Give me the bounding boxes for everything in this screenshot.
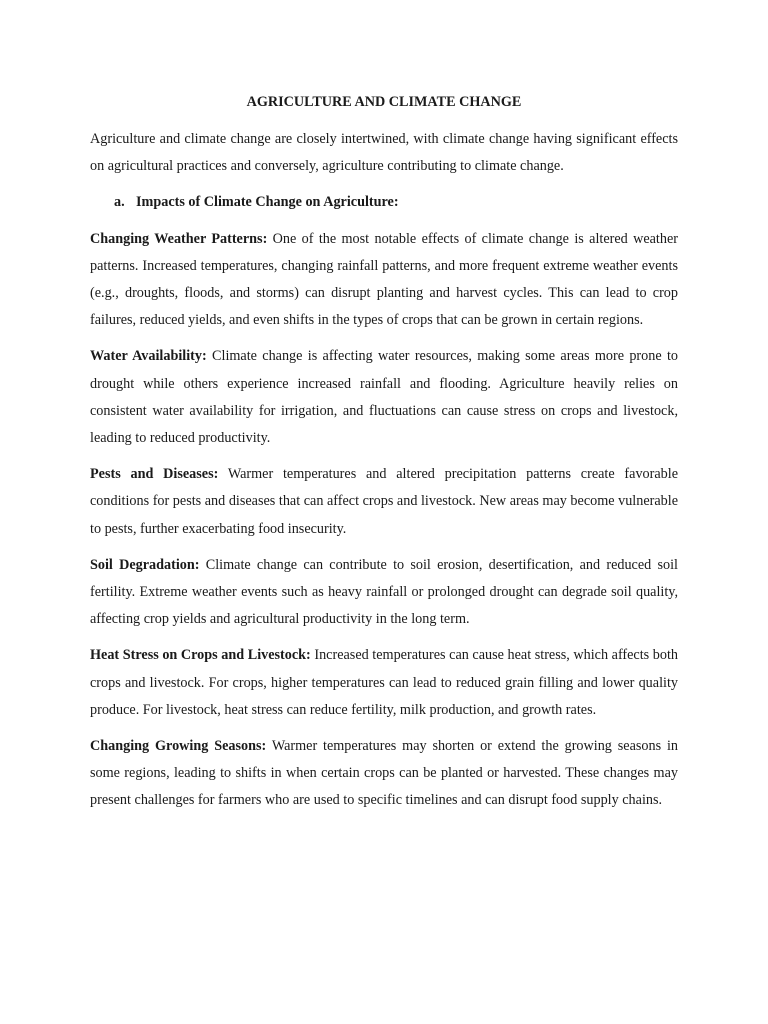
section-heading-text: Impacts of Climate Change on Agriculture: xyxy=(136,194,399,211)
item-term: Water Availability: xyxy=(90,348,207,365)
item-term: Pests and Diseases: xyxy=(90,466,219,483)
item-text: Warmer temperatures may shorten or extend the growing seasons in some regions, leading to shifts in when certain crops can be planted or harvested. These changes may present challenges for farmers who are used to specific timelines and can disrupt food supply chains. xyxy=(90,738,678,809)
item-term: Changing Growing Seasons: xyxy=(90,738,267,755)
document-title: AGRICULTURE AND CLIMATE CHANGE xyxy=(246,94,522,110)
item-term: Soil Degradation: xyxy=(90,556,200,573)
item-paragraph-pests xyxy=(90,461,678,543)
section-heading xyxy=(90,189,678,216)
item-term: Heat Stress on Crops and Livestock: xyxy=(90,647,311,664)
item-text: Increased temperatures can cause heat stress, which affects both crops and livestock. For crops, higher temperatures can lead to reduced grain filling and lower quality produce. For livestock, heat stress can reduce fertility, milk production, and growth rates. xyxy=(90,647,679,718)
section-marker: a. xyxy=(114,194,125,211)
item-paragraph-water xyxy=(90,343,678,452)
item-paragraph-soil xyxy=(90,552,678,634)
item-text: Climate change is affecting water resources, making some areas more prone to drought while others experience increased rainfall and flooding. Agriculture heavily relies on consistent water availability for irrigation, and fluctuations can cause stress on crops and livestock, leading to reduced productivity. xyxy=(90,348,678,447)
item-text: Warmer temperatures and altered precipitation patterns create favorable conditions for pests and diseases that can affect crops and livestock. New areas may become vulnerable to pests, further exacerbating food insecurity. xyxy=(90,466,678,537)
item-paragraph-heat xyxy=(90,642,678,724)
item-term: Changing Weather Patterns: xyxy=(90,230,268,247)
item-text: Climate change can contribute to soil erosion, desertification, and reduced soil fertility. Extreme weather events such as heavy rainfall or prolonged drought can degrade soil quality, affecting crop yields and agricultural productivity in the long term. xyxy=(90,556,678,628)
item-paragraph-seasons xyxy=(90,733,678,815)
intro-paragraph: Agriculture and climate change are closely intertwined, with climate change having significant effects on agricultural practices and conversely, agriculture contributing to climate change. xyxy=(90,131,678,175)
document-page xyxy=(90,88,678,824)
item-paragraph-weather xyxy=(90,226,678,335)
item-text: One of the most notable effects of climate change is altered weather patterns. Increased temperatures, changing rainfall patterns, and more frequent extreme weather events (e.g., droughts, floods, and storms) can disrupt planting and harvest cycles. This can lead to crop failures, reduced yields, and even shifts in the types of crops that can be grown in certain regions. xyxy=(90,230,678,329)
